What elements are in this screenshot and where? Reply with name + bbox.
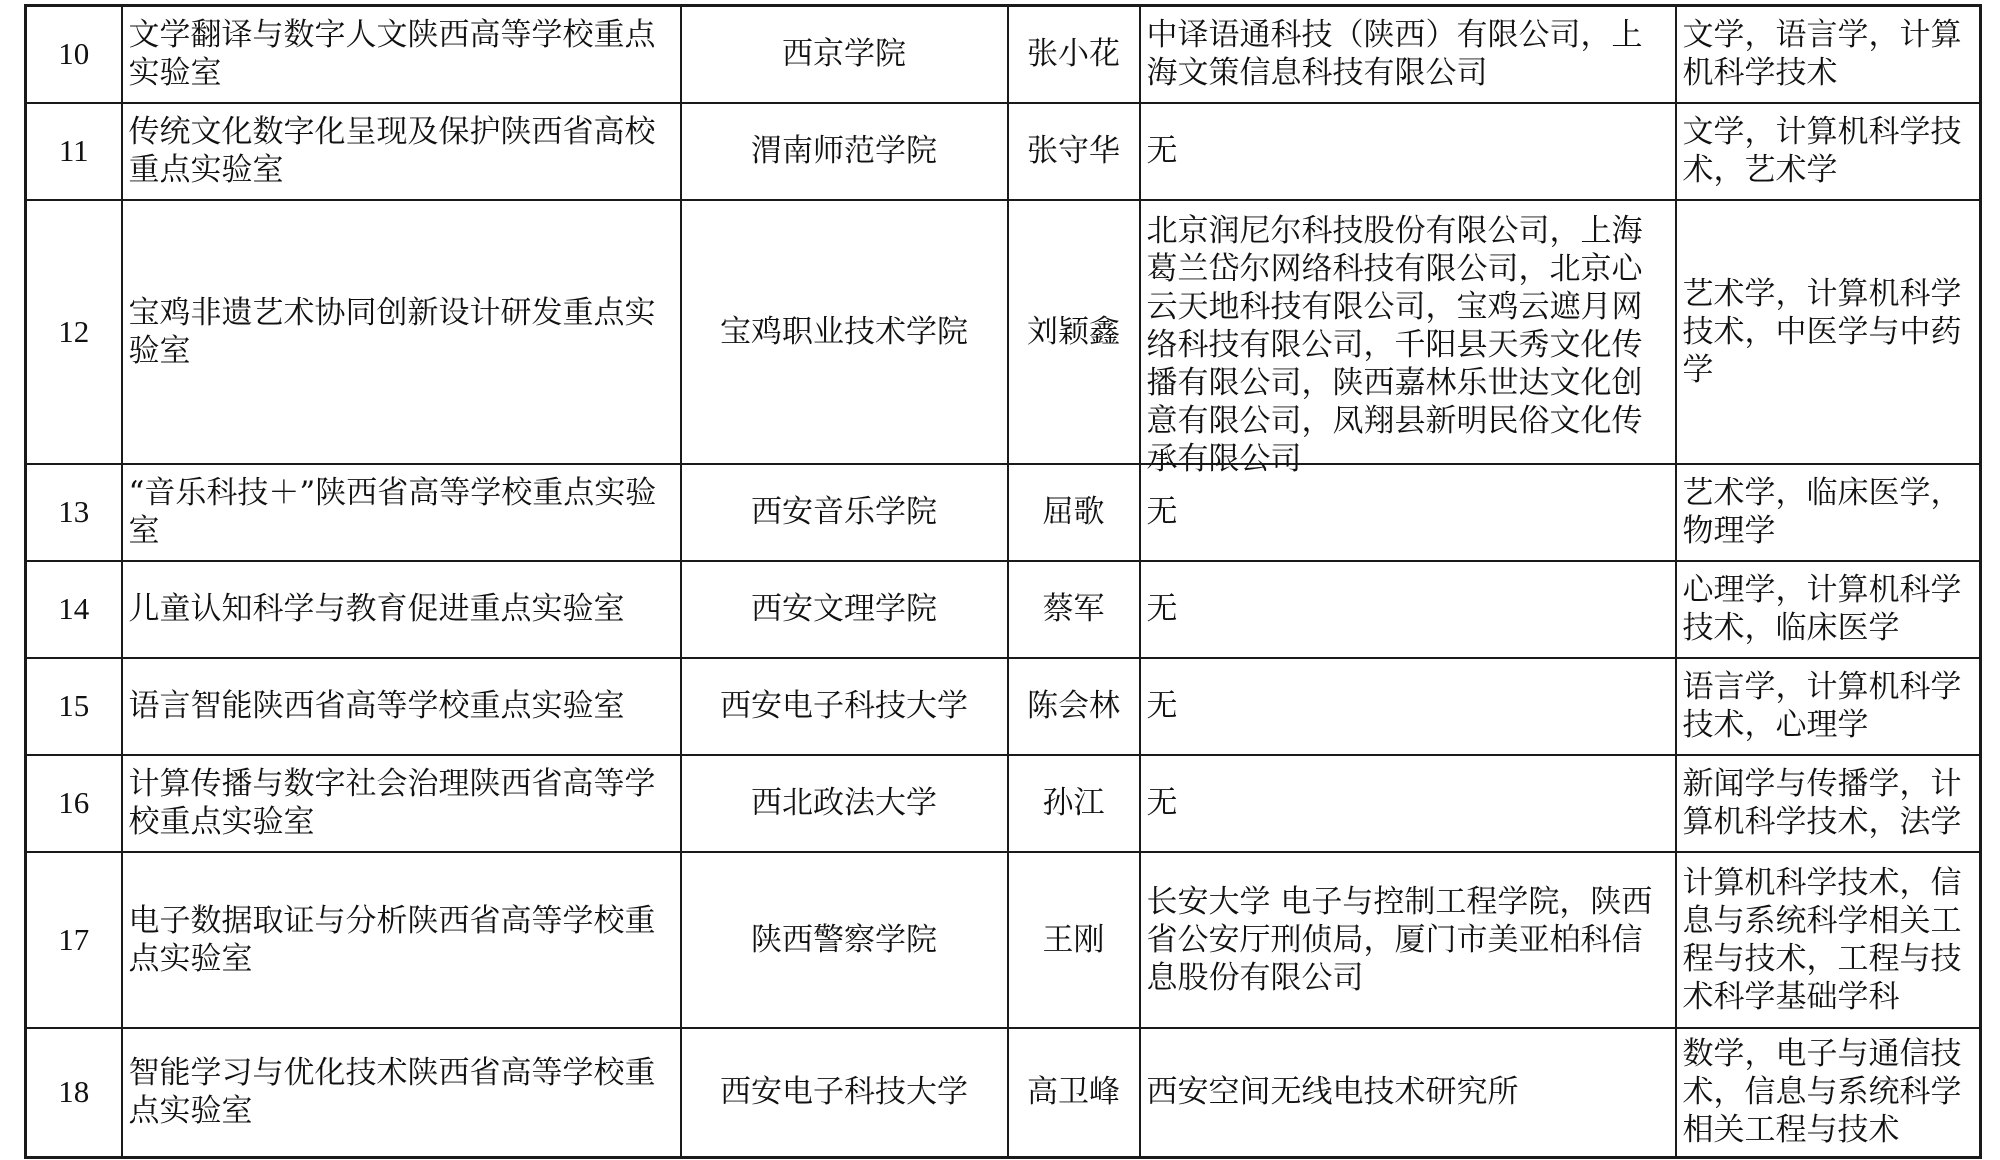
row-number: 15	[26, 658, 122, 755]
laboratory-name: 电子数据取证与分析陕西省高等学校重点实验室	[122, 852, 681, 1028]
host-institution: 西安音乐学院	[681, 464, 1008, 561]
lab-director: 张守华	[1008, 103, 1140, 200]
discipline-fields: 文学，语言学，计算机科学技术	[1676, 6, 1981, 103]
laboratory-name: 传统文化数字化呈现及保护陕西省高校重点实验室	[122, 103, 681, 200]
table-row	[26, 561, 1981, 658]
lab-director: 屈歌	[1008, 464, 1140, 561]
lab-list-sheet	[24, 4, 1979, 1159]
partner-organizations: 无	[1140, 755, 1676, 852]
partner-organizations: 无	[1140, 561, 1676, 658]
laboratory-name: 宝鸡非遗艺术协同创新设计研发重点实验室	[122, 200, 681, 464]
discipline-fields: 文学，计算机科学技术，艺术学	[1676, 103, 1981, 200]
lab-director: 张小花	[1008, 6, 1140, 103]
table-row	[26, 852, 1981, 1028]
table-row	[26, 658, 1981, 755]
laboratory-name: 计算传播与数字社会治理陕西省高等学校重点实验室	[122, 755, 681, 852]
partner-organizations: 无	[1140, 464, 1676, 561]
table-row	[26, 1028, 1981, 1158]
laboratory-name: “音乐科技＋”陕西省高等学校重点实验室	[122, 464, 681, 561]
discipline-fields: 新闻学与传播学，计算机科学技术，法学	[1676, 755, 1981, 852]
host-institution: 宝鸡职业技术学院	[681, 200, 1008, 464]
row-number: 18	[26, 1028, 122, 1158]
row-number: 13	[26, 464, 122, 561]
lab-director: 高卫峰	[1008, 1028, 1140, 1158]
partner-organizations: 北京润尼尔科技股份有限公司，上海葛兰岱尔网络科技有限公司，北京心云天地科技有限公司，宝鸡云遮月网络科技有限公司，千阳县天秀文化传播有限公司，陕西嘉林乐世达文化创意有限公司，凤翔县新明民俗文化传承有限公司	[1146, 212, 1643, 477]
host-institution: 西京学院	[681, 6, 1008, 103]
discipline-fields: 艺术学，计算机科学技术，中医学与中药学	[1676, 200, 1981, 464]
lab-director: 陈会林	[1008, 658, 1140, 755]
row-number: 16	[26, 755, 122, 852]
lab-director: 刘颖鑫	[1008, 200, 1140, 464]
discipline-fields: 艺术学，临床医学，物理学	[1676, 464, 1981, 561]
discipline-fields: 语言学，计算机科学技术，心理学	[1676, 658, 1981, 755]
lab-director: 王刚	[1008, 852, 1140, 1028]
partner-organizations-cell	[1140, 200, 1676, 477]
host-institution: 西安文理学院	[681, 561, 1008, 658]
partner-organizations: 西安空间无线电技术研究所	[1140, 1028, 1676, 1158]
host-institution: 西北政法大学	[681, 755, 1008, 852]
table-row	[26, 755, 1981, 852]
host-institution: 渭南师范学院	[681, 103, 1008, 200]
table-row	[26, 464, 1981, 561]
table-row	[26, 200, 1981, 464]
laboratory-name: 语言智能陕西省高等学校重点实验室	[122, 658, 681, 755]
laboratory-name: 文学翻译与数字人文陕西高等学校重点实验室	[122, 6, 681, 103]
row-number: 10	[26, 6, 122, 103]
key-laboratory-table	[24, 4, 1982, 1159]
host-institution: 陕西警察学院	[681, 852, 1008, 1028]
discipline-fields: 计算机科学技术，信息与系统科学相关工程与技术，工程与技术科学基础学科	[1676, 852, 1981, 1028]
discipline-fields: 心理学，计算机科学技术，临床医学	[1676, 561, 1981, 658]
host-institution: 西安电子科技大学	[681, 658, 1008, 755]
discipline-fields: 数学，电子与通信技术，信息与系统科学相关工程与技术	[1676, 1028, 1981, 1158]
row-number: 14	[26, 561, 122, 658]
host-institution: 西安电子科技大学	[681, 1028, 1008, 1158]
partner-organizations: 无	[1140, 658, 1676, 755]
partner-organizations: 长安大学 电子与控制工程学院，陕西省公安厅刑侦局，厦门市美亚柏科信息股份有限公司	[1140, 852, 1676, 1028]
table-row	[26, 6, 1981, 103]
row-number: 11	[26, 103, 122, 200]
lab-director: 孙江	[1008, 755, 1140, 852]
lab-director: 蔡军	[1008, 561, 1140, 658]
partner-organizations: 无	[1140, 103, 1676, 200]
row-number: 17	[26, 852, 122, 1028]
laboratory-name: 智能学习与优化技术陕西省高等学校重点实验室	[122, 1028, 681, 1158]
laboratory-name: 儿童认知科学与教育促进重点实验室	[122, 561, 681, 658]
row-number: 12	[26, 200, 122, 464]
table-row	[26, 103, 1981, 200]
partner-organizations: 中译语通科技（陕西）有限公司，上海文策信息科技有限公司	[1140, 6, 1676, 103]
